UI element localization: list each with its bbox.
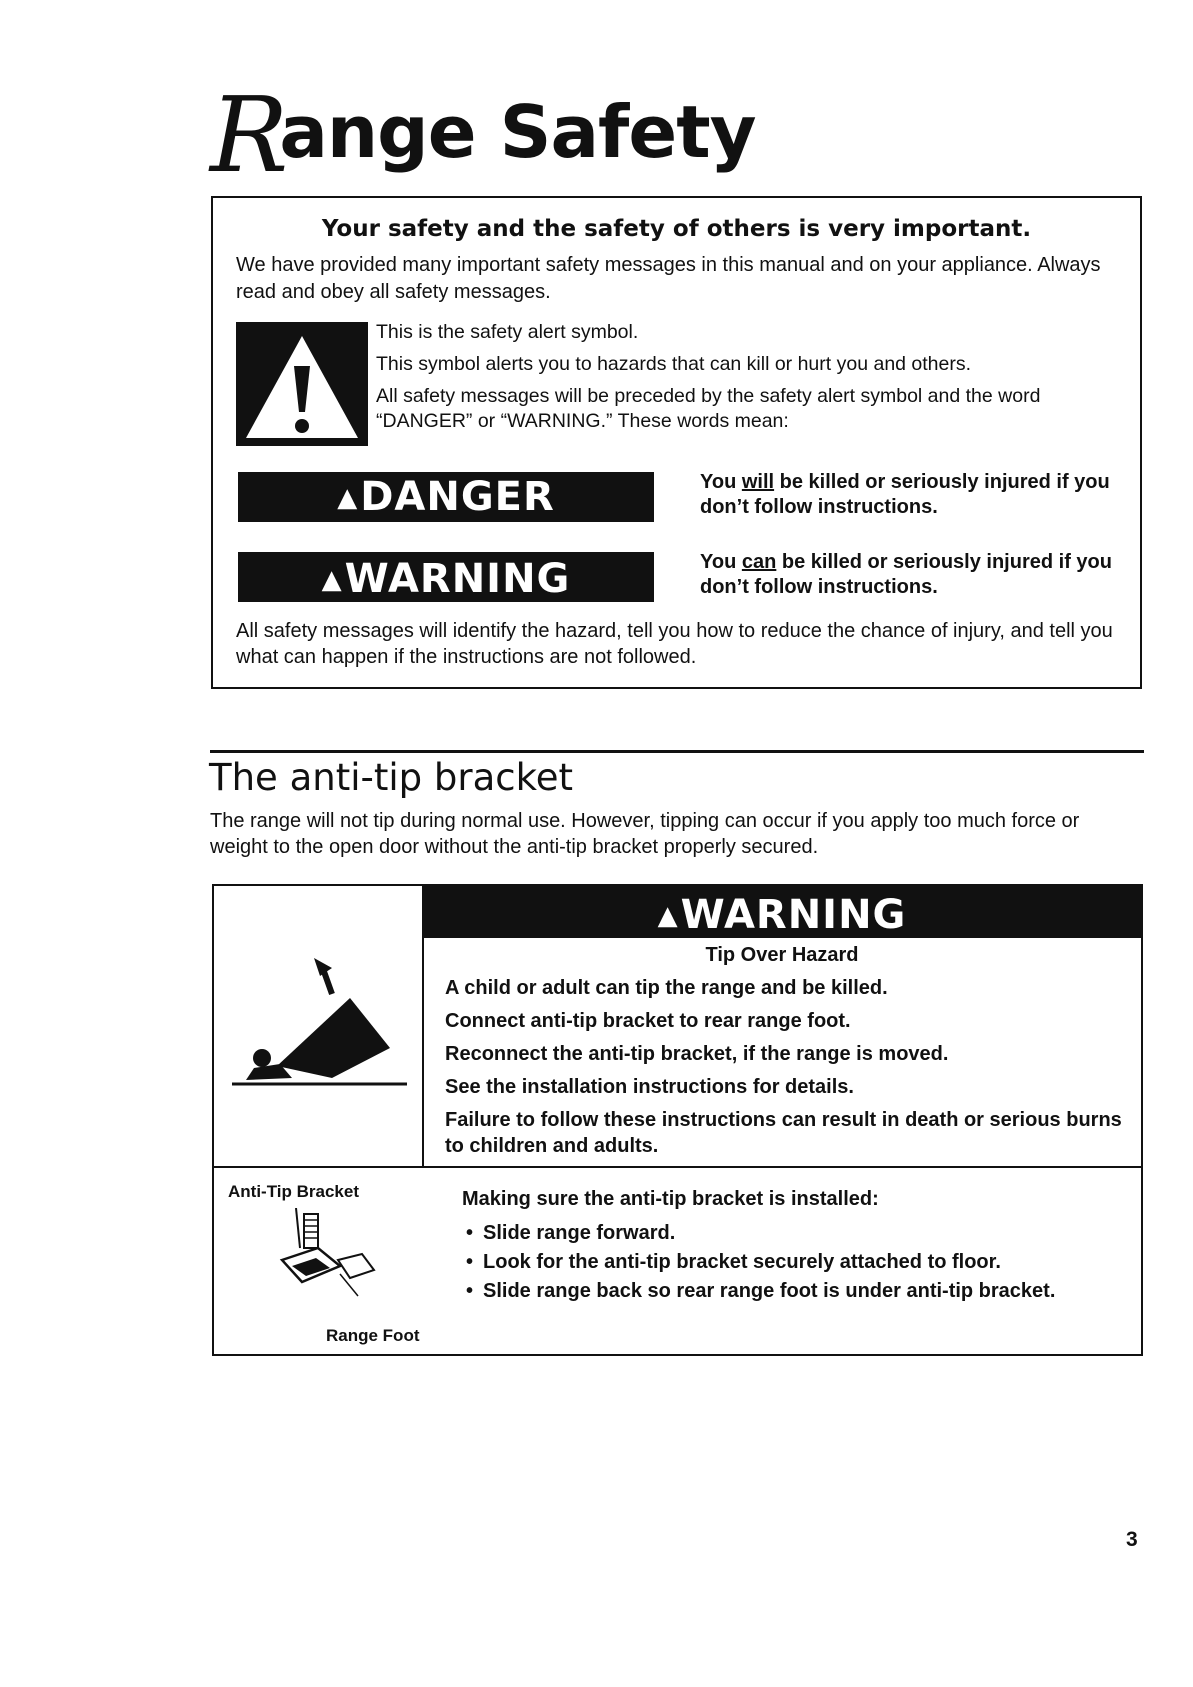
hazard-instructions xyxy=(445,975,1135,1159)
danger-description xyxy=(700,470,1130,520)
alert-triangle-icon: ▲ xyxy=(321,565,343,595)
section-divider xyxy=(210,750,1144,753)
safety-intro-text: We have provided many important safety messages in this manual and on your appliance. Always read and obey all safety messages. xyxy=(236,254,1101,303)
hazard-line: See the installation instructions for details. xyxy=(445,1076,854,1098)
warning-desc-prefix: You xyxy=(700,551,742,573)
tipping-range-icon xyxy=(232,946,407,1096)
anti-tip-bracket-label: Anti-Tip Bracket xyxy=(228,1182,359,1201)
danger-desc-prefix: You xyxy=(700,471,742,493)
danger-label: DANGER xyxy=(360,474,555,520)
symbol-line: All safety messages will be preceded by the safety alert symbol and the word “DANGER” or “WARNING.” These words mean: xyxy=(376,385,1041,432)
anti-tip-paragraph: The range will not tip during normal use. However, tipping can occur if you apply too much force or weight to the open door without the anti-tip bracket properly secured. xyxy=(210,810,1080,858)
danger-desc-emphasis: will xyxy=(741,471,775,493)
danger-signal-word xyxy=(238,472,654,522)
page-title xyxy=(210,60,756,196)
safety-outro-text: All safety messages will identify the hazard, tell you how to reduce the chance of injury, and tell you what can happen if the instructions are not followed. xyxy=(236,620,1113,668)
warning-signal-word xyxy=(238,552,654,602)
title-initial: R xyxy=(210,74,288,196)
check-title: Making sure the anti-tip bracket is installed: xyxy=(462,1188,879,1210)
alert-triangle-icon: ▲ xyxy=(657,901,679,931)
hazard-title: Tip Over Hazard xyxy=(705,944,859,966)
hazard-line: A child or adult can tip the range and be killed. xyxy=(445,977,888,999)
symbol-line: This is the safety alert symbol. xyxy=(376,321,639,343)
warning-desc-suffix: be killed or seriously injured if you don’t follow instructions. xyxy=(700,551,1112,598)
safety-intro-box xyxy=(211,196,1142,689)
safety-alert-icon xyxy=(236,322,368,446)
anti-tip-warning-signal xyxy=(423,886,1141,938)
symbol-explanation xyxy=(376,316,1126,434)
alert-triangle-icon: ▲ xyxy=(337,483,359,513)
danger-desc-suffix: be killed or seriously injured if you don’t follow instructions. xyxy=(700,471,1110,518)
warning-description xyxy=(700,550,1130,600)
list-item: • Slide range back so rear range foot is under anti-tip bracket. xyxy=(462,1278,1055,1304)
list-item: • Slide range forward. xyxy=(462,1220,1055,1246)
check-list xyxy=(462,1220,1055,1307)
list-item: • Look for the anti-tip bracket securely attached to floor. xyxy=(462,1249,1055,1275)
page-number: 3 xyxy=(1126,1528,1138,1551)
hazard-line: Failure to follow these instructions can result in death or serious burns to children and adults. xyxy=(445,1109,1122,1157)
hazard-line: Connect anti-tip bracket to rear range foot. xyxy=(445,1010,851,1032)
box-divider xyxy=(214,1166,1141,1168)
anti-tip-warning-box xyxy=(212,884,1143,1356)
title-rest: ange Safety xyxy=(279,90,756,174)
hazard-line: Reconnect the anti-tip bracket, if the range is moved. xyxy=(445,1043,949,1065)
bracket-foot-icon xyxy=(278,1208,388,1298)
warning-desc-emphasis: can xyxy=(741,551,777,573)
warning-label: WARNING xyxy=(344,556,571,602)
range-foot-label: Range Foot xyxy=(326,1326,420,1345)
anti-tip-heading: The anti-tip bracket xyxy=(209,756,573,799)
symbol-line: This symbol alerts you to hazards that can kill or hurt you and others. xyxy=(376,353,972,375)
anti-tip-warning-label: WARNING xyxy=(680,892,907,938)
safety-heading: Your safety and the safety of others is very important. xyxy=(321,216,1032,242)
